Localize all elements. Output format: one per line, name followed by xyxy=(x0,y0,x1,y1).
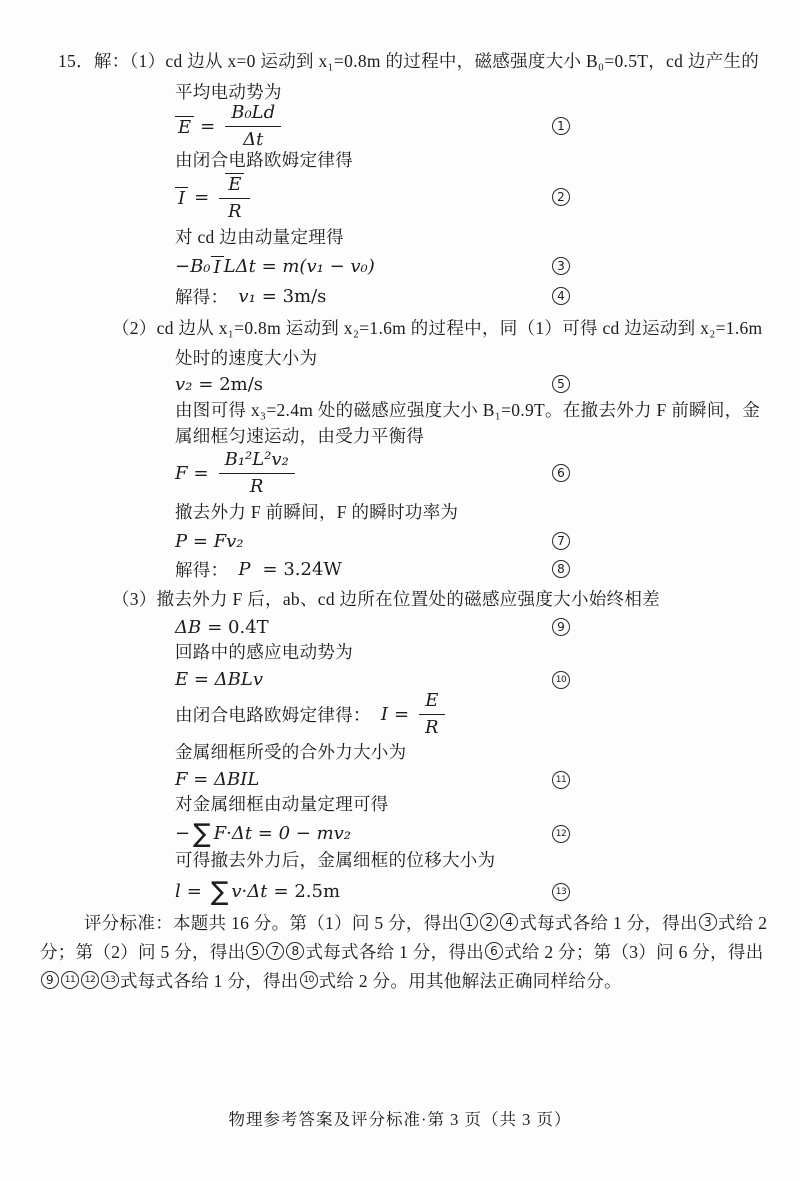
math-variable: ΔB xyxy=(175,616,202,638)
scoring-line-3 xyxy=(0,968,800,992)
page-footer xyxy=(0,1106,800,1130)
equals-sign: = xyxy=(393,703,410,725)
circled-number: 2 xyxy=(480,913,498,931)
scoring-text-segment: 式每式各给 1 分，得出 xyxy=(120,970,299,991)
circled-number: 4 xyxy=(552,287,570,305)
equation-4-v1-result xyxy=(0,283,800,309)
E-bar-variable: E xyxy=(225,173,244,194)
equation-10-emf xyxy=(0,666,800,692)
circled-number: 13 xyxy=(101,971,119,989)
equation-tag-13 xyxy=(552,881,570,901)
equals-sign: = xyxy=(193,462,209,484)
emf-text: 回路中的感应电动势为 xyxy=(175,642,353,663)
equation-3-body xyxy=(175,256,375,277)
part2-intro-text: （2）cd 边从 x₁=0.8m 运动到 x₂=1.6m 的过程中，同（1）可得 cd 边运动到 x₂=1.6m xyxy=(112,318,763,339)
circled-number: 7 xyxy=(266,942,284,960)
circled-number: 9 xyxy=(41,971,59,989)
circled-number: 13 xyxy=(552,883,570,901)
equation-9-delta-b xyxy=(0,614,800,640)
field-b1-text-cont: 属细框匀速运动，由受力平衡得 xyxy=(175,426,425,447)
circled-number: 1 xyxy=(460,913,478,931)
text-field-b1 xyxy=(0,399,800,423)
circled-number: 8 xyxy=(552,560,570,578)
text-net-force xyxy=(0,741,800,765)
math-variable: v₂ xyxy=(175,373,193,395)
scoring-line-1 xyxy=(0,910,800,934)
math-variable: I xyxy=(380,703,388,725)
math-text: F·Δt = 0 − mv₂ xyxy=(213,822,352,844)
circled-number: 3 xyxy=(552,257,570,275)
part3-intro-line xyxy=(0,588,800,612)
fraction-numerator: E xyxy=(425,689,439,711)
equation-tag-12 xyxy=(552,823,570,843)
fraction-denominator: Δt xyxy=(225,126,281,150)
momentum-theorem-text: 对 cd 边由动量定理得 xyxy=(175,227,344,248)
fraction xyxy=(419,691,445,738)
equation-12-impulse xyxy=(0,818,800,848)
field-b1-text: 由图可得 x₃=2.4m 处的磁感应强度大小 B₁=0.9T。在撤去外力 F 前瞬间，金 xyxy=(175,400,761,421)
text-ohm-law-2 xyxy=(0,690,800,738)
equation-3-impulse xyxy=(0,253,800,279)
equation-1-avg-emf xyxy=(0,102,800,150)
equation-11-force xyxy=(0,766,800,792)
math-variable: F xyxy=(175,462,188,484)
fraction xyxy=(225,103,281,150)
equation-2-current xyxy=(0,172,800,222)
text-ohm-law xyxy=(0,149,800,173)
text-momentum-2 xyxy=(0,793,800,817)
ohm-law-2-body xyxy=(175,691,449,738)
math-text: E = ΔBLv xyxy=(175,668,264,690)
circled-number: 10 xyxy=(300,971,318,989)
text-momentum-theorem xyxy=(0,226,800,250)
scoring-text-segment: 式每式各给 1 分，得出 xyxy=(519,912,698,933)
scoring-line-1-text xyxy=(84,910,767,935)
equation-tag-10 xyxy=(552,669,570,689)
scoring-line-3-text xyxy=(40,968,622,993)
fraction-numerator: B₀Ld xyxy=(231,101,276,123)
equation-11-body xyxy=(175,769,259,790)
equation-tag-2 xyxy=(552,188,570,206)
fraction xyxy=(219,173,250,222)
scoring-text-segment: 式给 2 分。用其他解法正确同样给分。 xyxy=(318,970,622,991)
equation-13-body xyxy=(175,877,341,907)
circled-number: 8 xyxy=(286,942,304,960)
fraction-denominator: R xyxy=(219,198,250,222)
circled-number: 6 xyxy=(485,942,503,960)
equation-tag-4 xyxy=(552,287,570,305)
circled-number: 5 xyxy=(246,942,264,960)
equation-12-body xyxy=(175,819,352,849)
fraction-denominator: R xyxy=(419,714,445,738)
math-text: F = ΔBIL xyxy=(175,768,260,790)
equation-7-power xyxy=(0,528,800,554)
math-value: = 2.5m xyxy=(273,880,341,902)
circled-number: 11 xyxy=(552,771,570,789)
momentum-2-text: 对金属细框由动量定理可得 xyxy=(175,794,389,815)
scoring-text-segment: 式每式各给 1 分，得出 xyxy=(305,941,485,962)
scoring-text-segment: 分；第（2）问 5 分，得出 xyxy=(40,941,246,962)
math-text: v·Δt xyxy=(231,880,268,902)
circled-number: 2 xyxy=(552,188,570,206)
circled-number: 9 xyxy=(552,618,570,636)
circled-number: 3 xyxy=(699,913,717,931)
text-field-b1-cont xyxy=(0,425,800,449)
equals-sign: = xyxy=(194,186,210,208)
math-text: −B₀ xyxy=(175,255,211,277)
math-variable: v₁ xyxy=(238,285,256,307)
scoring-text-segment: 式给 2 xyxy=(717,912,768,933)
fraction xyxy=(219,450,295,497)
net-force-text: 金属细框所受的合外力大小为 xyxy=(175,742,407,763)
displacement-text: 可得撤去外力后，金属细框的位移大小为 xyxy=(175,850,496,871)
circled-number: 5 xyxy=(552,375,570,393)
result-label: 解得： xyxy=(175,286,229,307)
circled-number: 11 xyxy=(61,971,79,989)
equation-tag-11 xyxy=(552,769,570,789)
equation-tag-8 xyxy=(552,560,570,578)
I-bar-variable: I xyxy=(211,256,224,277)
text-power xyxy=(0,501,800,525)
math-text: LΔt = m(v₁ − v₀) xyxy=(223,255,375,277)
result-label: 解得： xyxy=(175,559,229,580)
math-value: = 3.24W xyxy=(262,558,342,580)
scoring-text-segment: 式给 2 分；第（3）问 6 分，得出 xyxy=(504,941,764,962)
I-bar-variable: I xyxy=(175,187,188,208)
scoring-line-2 xyxy=(0,939,800,963)
fraction-numerator: B₁²L²v₂ xyxy=(224,448,289,470)
scoring-line-2-text xyxy=(40,939,764,964)
part3-intro-text: （3）撤去外力 F 后，ab、cd 边所在位置处的磁感应强度大小始终相差 xyxy=(112,589,660,610)
solution-header-line xyxy=(0,50,800,74)
minus-sign: − xyxy=(175,822,191,844)
equation-7-body xyxy=(175,531,244,552)
math-value: = 2m/s xyxy=(198,373,264,395)
circled-number: 7 xyxy=(552,532,570,550)
equation-8-power-result xyxy=(0,556,800,582)
equation-5-v2 xyxy=(0,371,800,397)
equation-9-body xyxy=(175,617,269,638)
math-variable: l xyxy=(175,880,181,902)
circled-number: 4 xyxy=(500,913,518,931)
math-value: = 0.4T xyxy=(207,616,269,638)
page-footer-text: 物理参考答案及评分标准·第 3 页（共 3 页） xyxy=(228,1110,572,1129)
equals-sign: = xyxy=(200,115,216,137)
math-variable: P xyxy=(238,558,251,580)
avg-emf-text: 平均电动势为 xyxy=(175,82,282,103)
power-text: 撤去外力 F 前瞬间，F 的瞬时功率为 xyxy=(175,502,459,523)
text-emf xyxy=(0,641,800,665)
equation-tag-5 xyxy=(552,375,570,393)
text-displacement xyxy=(0,849,800,873)
equals-sign: = xyxy=(186,880,202,902)
equation-tag-3 xyxy=(552,257,570,275)
solution-header-text: 15．解：（1）cd 边从 x=0 运动到 x₁=0.8m 的过程中，磁感强度大小 B₀=0.5T，cd 边产生的 xyxy=(58,51,760,72)
math-text: P = Fv₂ xyxy=(175,530,244,552)
equation-2-body xyxy=(175,173,254,222)
equation-10-body xyxy=(175,669,263,690)
circled-number: 12 xyxy=(552,825,570,843)
E-bar-variable: E xyxy=(175,116,194,137)
fraction-denominator: R xyxy=(219,473,295,497)
equation-tag-1 xyxy=(552,117,570,135)
circled-number: 6 xyxy=(552,464,570,482)
ohm-law-2-label: 由闭合电路欧姆定律得： xyxy=(175,704,371,725)
circled-number: 12 xyxy=(81,971,99,989)
equation-tag-6 xyxy=(552,464,570,482)
equation-6-body xyxy=(175,450,299,497)
ohm-law-text: 由闭合电路欧姆定律得 xyxy=(175,150,353,171)
equation-tag-7 xyxy=(552,532,570,550)
part2-intro-text-2: 处时的速度大小为 xyxy=(175,348,318,369)
equation-13-displacement xyxy=(0,876,800,906)
equation-1-body xyxy=(175,103,285,150)
scoring-text-segment: 评分标准：本题共 16 分。第（1）问 5 分，得出 xyxy=(84,912,460,933)
part2-intro-line-2 xyxy=(0,347,800,371)
math-value: = 3m/s xyxy=(261,285,327,307)
equation-tag-9 xyxy=(552,618,570,636)
equation-8-body xyxy=(175,557,342,582)
equation-4-body xyxy=(175,284,326,309)
circled-number: 1 xyxy=(552,117,570,135)
sigma-sum-symbol: ∑ xyxy=(193,819,211,849)
equation-6-force xyxy=(0,448,800,498)
sigma-sum-symbol: ∑ xyxy=(210,877,229,907)
circled-number: 10 xyxy=(552,671,570,689)
fraction-numerator xyxy=(219,173,250,198)
equation-5-body xyxy=(175,374,263,395)
part2-intro-line xyxy=(0,317,800,341)
